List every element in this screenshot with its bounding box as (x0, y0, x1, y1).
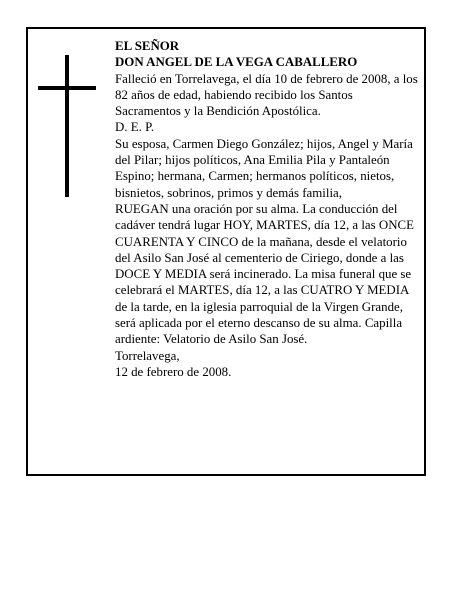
family-list: Su esposa, Carmen Diego González; hijos, Angel y María del Pilar; hijos políticos, Ana Emilia Pila y Pantaleón Espino; hermana, Carmen; hermanos políticos, nietos, bisnietos, sobrinos, primos y demás familia, (115, 136, 413, 200)
obituary-text (115, 38, 421, 380)
cross-horizontal-bar (38, 86, 96, 90)
notice-place: Torrelavega, (115, 348, 180, 363)
cross-vertical-bar (65, 55, 69, 197)
notice-date: 12 de febrero de 2008. (115, 364, 232, 379)
funeral-details: RUEGAN una oración por su alma. La conducción del cadáver tendrá lugar HOY, MARTES, día 12, a las ONCE CUARENTA Y CINCO de la mañana, desde el velatorio del Asilo San José al cementerio de Ciriego, donde a las DOCE Y MEDIA será incinerado. La misa funeral que se celebrará el MARTES, día 12, a las CUATRO Y MEDIA de la tarde, en la iglesia parroquial de la Virgen Grande, será aplicada por el eterno descanso de su alma. Capilla ardiente: Velatorio de Asilo San José. (115, 201, 414, 347)
latin-cross-icon (38, 55, 96, 197)
notice-title: EL SEÑOR (115, 39, 180, 53)
deceased-name: DON ANGEL DE LA VEGA CABALLERO (115, 55, 358, 70)
death-announcement: Falleció en Torrelavega, el día 10 de febrero de 2008, a los 82 años de edad, habiendo recibido los Santos Sacramentos y la Bendición Apostólica. (115, 71, 418, 119)
rest-in-peace: D. E. P. (115, 120, 155, 135)
